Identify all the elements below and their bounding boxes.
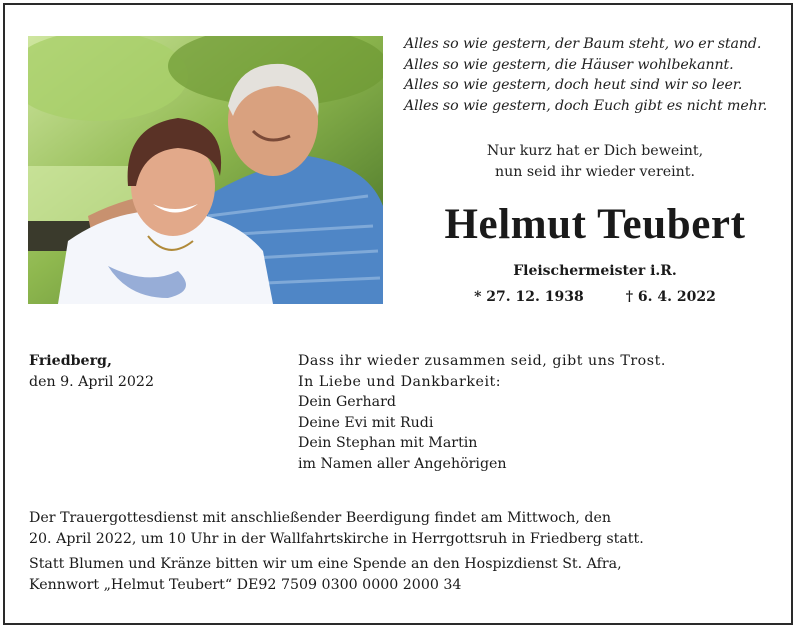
place-city: Friedberg, xyxy=(29,353,112,369)
place-date: den 9. April 2022 xyxy=(29,373,154,390)
verse-line: nun seid ihr wieder vereint. xyxy=(494,163,696,180)
mourner-name: Dein Gerhard xyxy=(298,394,396,410)
donation-line: Kennwort „Helmut Teubert“ DE92 7509 0300 0000 2000 34 xyxy=(29,576,462,593)
mourners-intro: Dass ihr wieder zusammen seid, gibt uns Trost. xyxy=(298,353,666,369)
death-date: † 6. 4. 2022 xyxy=(625,289,716,305)
poem-line: Alles so wie gestern, der Baum steht, wo er stand. xyxy=(404,36,762,52)
mourners-block xyxy=(298,351,778,474)
deceased-profession: Fleischermeister i.R. xyxy=(513,263,677,279)
deceased-name: Helmut Teubert xyxy=(444,201,746,248)
life-dates xyxy=(404,288,786,306)
poem-line: Alles so wie gestern, doch Euch gibt es nicht mehr. xyxy=(404,97,768,114)
poem xyxy=(404,34,784,116)
mourners-intro: In Liebe und Dankbarkeit: xyxy=(298,373,502,390)
donation-line: Statt Blumen und Kränze bitten wir um eine Spende an den Hospizdienst St. Afra, xyxy=(29,556,622,572)
verse xyxy=(404,141,786,182)
mourner-name: Deine Evi mit Rudi xyxy=(298,414,434,431)
service-line: 20. April 2022, um 10 Uhr in der Wallfahrtskirche in Herrgottsruh in Friedberg statt. xyxy=(29,530,644,547)
funeral-service-notice xyxy=(29,508,789,549)
place-and-date xyxy=(29,351,279,392)
couple-photo xyxy=(28,36,383,304)
service-line: Der Trauergottesdienst mit anschließender Beerdigung findet am Mittwoch, den xyxy=(29,510,611,526)
poem-line: Alles so wie gestern, die Häuser wohlbekannt. xyxy=(404,56,734,73)
mourner-name: im Namen aller Angehörigen xyxy=(298,455,507,472)
mourner-name: Dein Stephan mit Martin xyxy=(298,435,478,451)
birth-date: * 27. 12. 1938 xyxy=(474,289,584,305)
donation-notice xyxy=(29,554,789,595)
verse-line: Nur kurz hat er Dich beweint, xyxy=(486,143,704,159)
poem-line: Alles so wie gestern, doch heut sind wir so leer. xyxy=(404,77,743,93)
